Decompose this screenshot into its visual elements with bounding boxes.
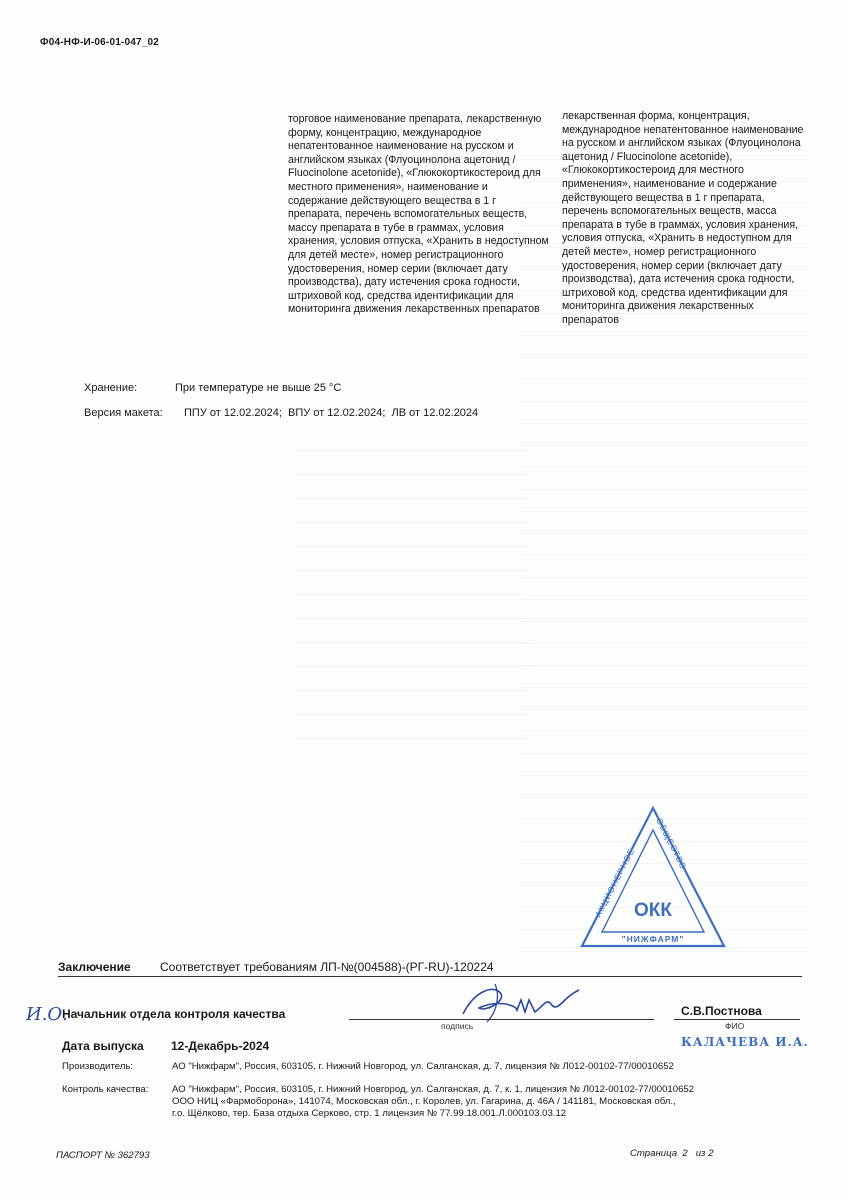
manufacturer-label: Производитель:: [62, 1061, 133, 1072]
page-number: Страница 2 из 2: [630, 1148, 714, 1159]
conclusion-value: Соответствует требованиям ЛП-№(004588)-(РГ-RU)-120224: [160, 960, 494, 974]
qc-head-name: С.В.Постнова: [681, 1004, 762, 1018]
quality-control-line-3: г.о. Щёлково, тер. База отдыха Серково, стр. 1 лицензия № 77.99.18.001.Л.000103.03.12: [172, 1108, 567, 1119]
quality-control-label: Контроль качества:: [62, 1084, 149, 1095]
initials-handwritten: И.О.: [26, 1004, 68, 1025]
layout-version-value: ППУ от 12.02.2024; ВПУ от 12.02.2024; ЛВ от 12.02.2024: [184, 407, 479, 419]
storage-label: Хранение:: [84, 382, 138, 394]
stamp-bottom-text: "НИЖФАРМ": [621, 934, 685, 944]
passport-number: ПАСПОРТ № 362793: [56, 1150, 150, 1161]
issue-date-label: Дата выпуска: [62, 1039, 144, 1053]
document-id: Ф04-НФ-И-06-01-047_02: [40, 37, 160, 48]
signature-caption: подпись: [441, 1021, 474, 1031]
layout-version-label: Версия макета:: [84, 407, 163, 419]
quality-control-line-1: АО "Нижфарм", Россия, 603105, г. Нижний Новгород, ул. Салганская, д. 7, к. 1, лицензия № Л012-00102-77/00010652: [172, 1084, 695, 1095]
storage-value: При температуре не выше 25 °С: [175, 382, 342, 394]
conclusion-row: [58, 958, 802, 977]
manufacturer-value: АО "Нижфарм", Россия, 603105, г. Нижний Новгород, ул. Салганская, д. 7, лицензия № Л012-00102-77/00010652: [172, 1061, 674, 1072]
name-stamp: КАЛАЧЕВА И.А.: [681, 1035, 809, 1049]
signature-line: [349, 1019, 654, 1020]
qc-head-label: Начальник отдела контроля качества: [62, 1007, 286, 1021]
name-caption: ФИО: [725, 1021, 745, 1031]
company-stamp: [578, 800, 728, 960]
show-through-background-left: [290, 440, 530, 740]
stamp-text-right: ОБЩЕСТВО: [654, 816, 689, 872]
stamp-text-left: АКЦИОНЕРНОЕ: [592, 846, 637, 919]
stamp-center-text: ОКК: [634, 900, 672, 921]
quality-control-line-2: ООО НИЦ «Фармоборона», 141074, Московская обл., г. Королев, ул. Гагарина, д. 46А / 141181, Московская обл.,: [172, 1096, 676, 1107]
label-text-left-column: торговое наименование препарата, лекарственную форму, концентрацию, международное непатентованное наименование на русском и английском языках (Флуоцинолона ацетонид / Fluocinolone acetonide), «Глюкокортикостероид для местного применения», наименование и содержание действующего вещества в 1 г препарата, перечень вспомогательных веществ, массу препарата в тубе в граммах, условия хранения, условия отпуска, «Хранить в недоступном для детей месте», номер регистрационного удостоверения, номер серии (включает дату производства), дату истечения срока годности, штриховой код, средства идентификации для мониторинга движения лекарственных препаратов: [288, 113, 549, 316]
issue-date-value: 12-Декабрь-2024: [171, 1039, 270, 1053]
conclusion-label: Заключение: [58, 960, 131, 974]
label-text-right-column: лекарственная форма, концентрация, международное непатентованное наименование на русском и английском языках (Флуоцинолона ацетонид / Fluocinolone acetonide), «Глюкокортикостероид для местного применения», наименование и содержание действующего вещества в 1 г препарата, перечень вспомогательных веществ, масса препарата в тубе в граммах, условия хранения, условия отпуска, «Хранить в недоступном для детей месте», номер регистрационного удостоверения, номер серии (включает дату производства), дата истечения срока годности, штриховой код, средства идентификации для мониторинга движения лекарственных препаратов: [562, 110, 804, 326]
name-line: [674, 1019, 800, 1020]
